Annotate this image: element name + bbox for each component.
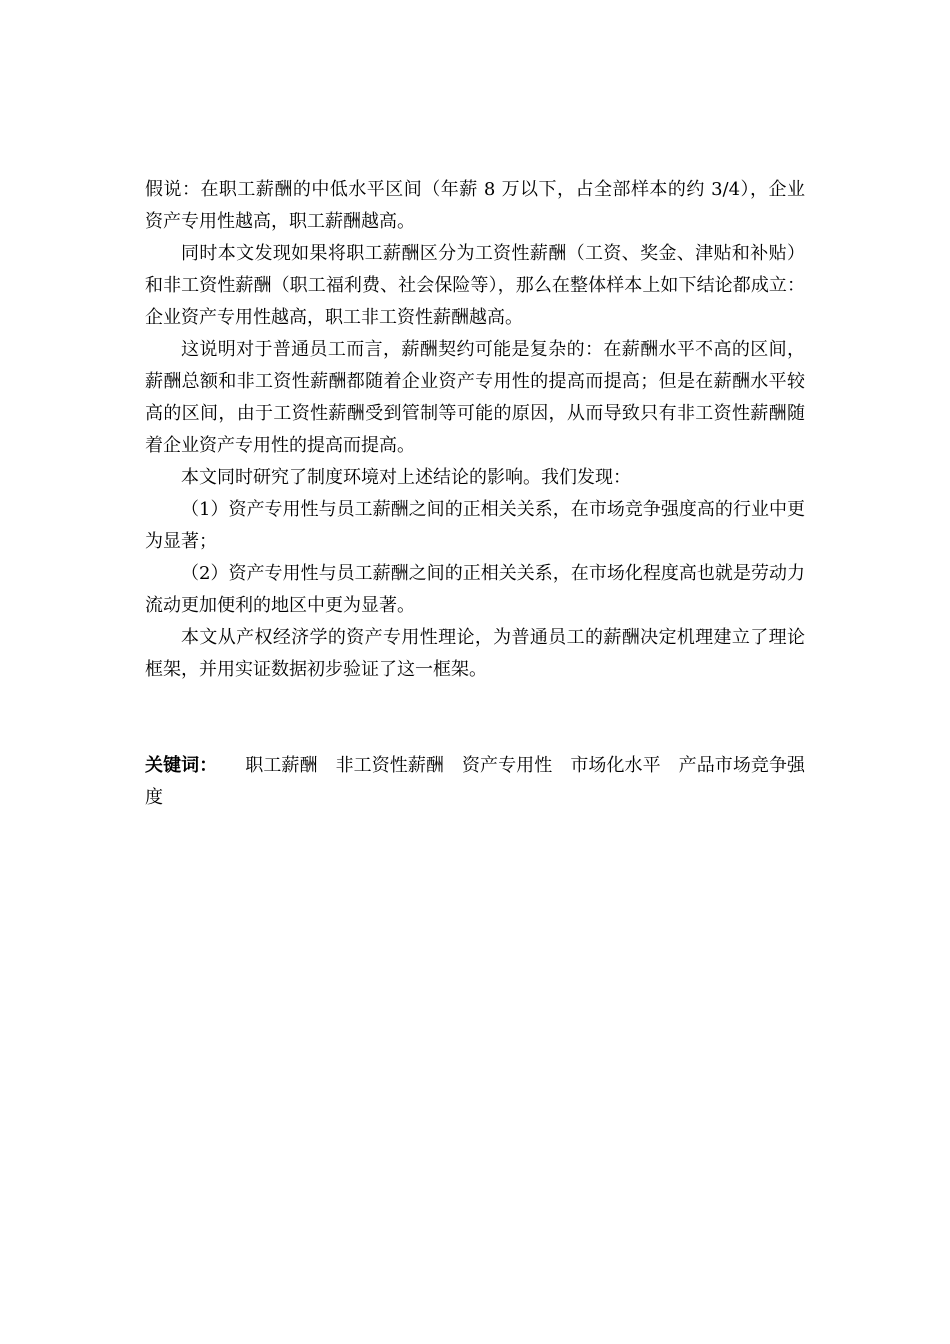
keyword-item: 市场化水平 <box>570 755 661 776</box>
paragraph-conclusion: 本文从产权经济学的资产专用性理论，为普通员工的薪酬决定机理建立了理论框架，并用实证数据初步验证了这一框架。 <box>145 627 805 680</box>
keywords-label: 关键词： <box>145 755 218 776</box>
paragraph-finding-2: （2）资产专用性与员工薪酬之间的正相关关系，在市场化程度高也就是劳动力流动更加便利的地区中更为显著。 <box>145 563 805 616</box>
keywords-section <box>145 750 805 814</box>
paragraph-wage-split: 同时本文发现如果将职工薪酬区分为工资性薪酬（工资、奖金、津贴和补贴）和非工资性薪酬（职工福利费、社会保险等），那么在整体样本上如下结论都成立：企业资产专用性越高，职工非工资性薪酬越高。 <box>145 243 805 328</box>
keyword-item: 非工资性薪酬 <box>335 755 444 776</box>
abstract-body <box>145 174 805 686</box>
paragraph-contract-complexity: 这说明对于普通员工而言，薪酬契约可能是复杂的：在薪酬水平不高的区间，薪酬总额和非工资性薪酬都随着企业资产专用性的提高而提高；但是在薪酬水平较高的区间，由于工资性薪酬受到管制等可能的原因，从而导致只有非工资性薪酬随着企业资产专用性的提高而提高。 <box>145 339 805 456</box>
keyword-item: 资产专用性 <box>461 755 553 776</box>
paragraph-institutional-environment: 本文同时研究了制度环境对上述结论的影响。我们发现： <box>181 467 631 488</box>
keyword-item: 产品市场竞争强度 <box>145 755 806 808</box>
keyword-item: 职工薪酬 <box>245 755 318 776</box>
paragraph-hypothesis: 假说：在职工薪酬的中低水平区间（年薪 8 万以下，占全部样本的约 3/4），企业资产专用性越高，职工薪酬越高。 <box>145 179 805 232</box>
paragraph-finding-1: （1）资产专用性与员工薪酬之间的正相关关系，在市场竞争强度高的行业中更为显著； <box>145 499 805 552</box>
